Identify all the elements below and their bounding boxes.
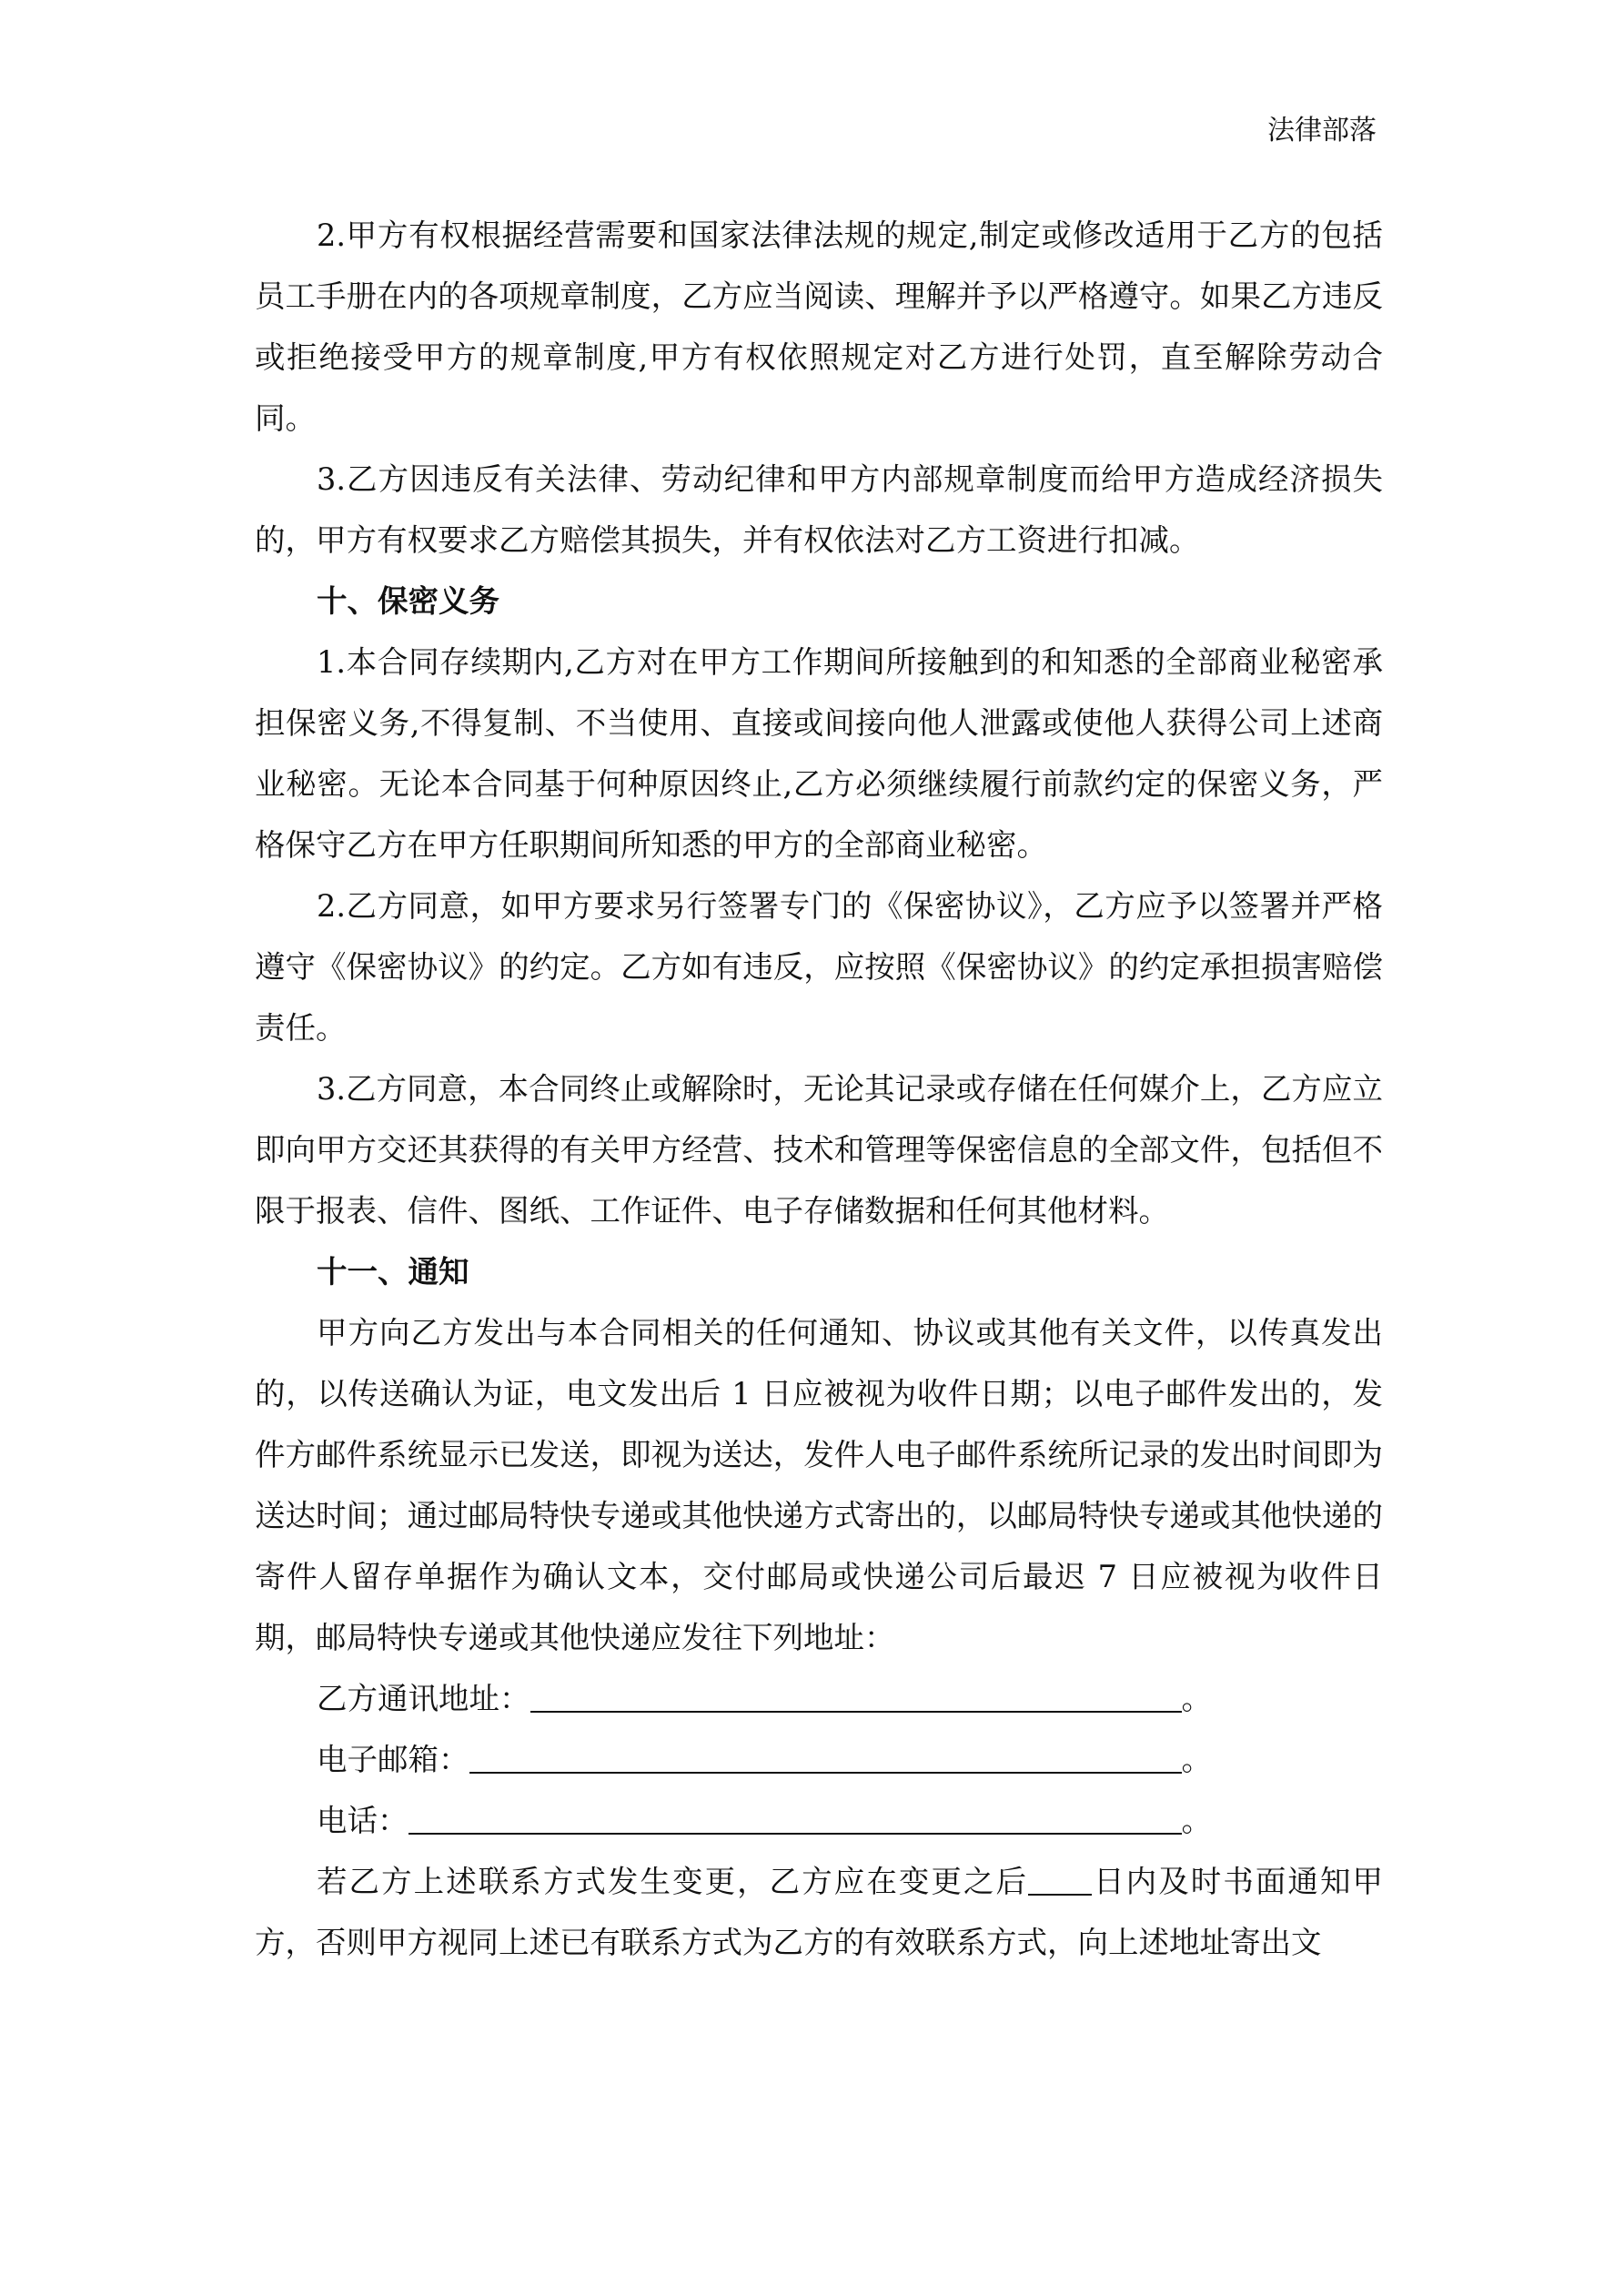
page-header-label: 法律部落 <box>1267 115 1377 147</box>
clause-9-2: 2.甲方有权根据经营需要和国家法律法规的规定,制定或修改适用于乙方的包括员工手册在内的各项规章制度，乙方应当阅读、理解并予以严格遵守。如果乙方违反或拒绝接受甲方的规章制度,甲方有权依照规定对乙方进行处罚，直至解除劳动合同。 <box>255 217 1383 436</box>
address-field-row <box>255 1668 1383 1729</box>
clause-10-3: 3.乙方同意，本合同终止或解除时，无论其记录或存储在任何媒介上，乙方应立即向甲方交还其获得的有关甲方经营、技术和管理等保密信息的全部文件，包括但不限于报表、信件、图纸、工作证件、电子存储数据和任何其他材料。 <box>255 1071 1383 1229</box>
clause-9-3: 3.乙方因违反有关法律、劳动纪律和甲方内部规章制度而给甲方造成经济损失的，甲方有权要求乙方赔偿其损失，并有权依法对乙方工资进行扣减。 <box>255 461 1383 558</box>
phone-field-end: 。 <box>1181 1803 1212 1838</box>
address-field-end: 。 <box>1181 1681 1212 1716</box>
email-field-label: 电子邮箱： <box>317 1742 469 1777</box>
clause-11-2-rest: 日内及时书面通知甲方，否则甲方视同上述已有联系方式为乙方的有效联系方式，向上述地址寄出文 <box>255 1864 1384 1960</box>
phone-blank-line <box>409 1798 1182 1835</box>
clause-10-2: 2.乙方同意，如甲方要求另行签署专门的《保密协议》，乙方应予以签署并严格遵守《保密协议》的约定。乙方如有违反，应按照《保密协议》的约定承担损害赔偿责任。 <box>255 888 1383 1046</box>
clause-11-2 <box>255 1851 1383 1973</box>
document-body <box>255 205 1383 1973</box>
clause-10-1: 1.本合同存续期内,乙方对在甲方工作期间所接触到的和知悉的全部商业秘密承担保密义务,不得复制、不当使用、直接或间接向他人泄露或使他人获得公司上述商业秘密。无论本合同基于何种原因终止,乙方必须继续履行前款约定的保密义务，严格保守乙方在甲方任职期间所知悉的甲方的全部商业秘密。 <box>255 644 1383 863</box>
email-blank-line <box>469 1737 1182 1774</box>
section-10-heading: 十、保密义务 <box>317 583 499 619</box>
email-field-end: 。 <box>1181 1742 1212 1777</box>
address-blank-line <box>530 1676 1182 1713</box>
email-field-row <box>255 1729 1383 1790</box>
clause-11-1: 甲方向乙方发出与本合同相关的任何通知、协议或其他有关文件，以传真发出的，以传送确认为证，电文发出后 1 日应被视为收件日期；以电子邮件发出的，发件方邮件系统显示已发送，即视为送达，发件人电子邮件系统所记录的发出时间即为送达时间；通过邮局特快专递或其他快递方式寄出的，以邮局特快专递或其他快递的寄件人留存单据作为确认文本，交付邮局或快递公司后最迟 7 日应被视为收件日期，邮局特快专递或其他快递应发往下列地址： <box>255 1315 1383 1655</box>
phone-field-label: 电话： <box>317 1803 409 1838</box>
address-field-label: 乙方通讯地址： <box>317 1681 530 1716</box>
phone-field-row <box>255 1790 1383 1851</box>
days-blank-line <box>1028 1859 1092 1896</box>
section-11-heading: 十一、通知 <box>317 1254 469 1290</box>
clause-11-2-start: 若乙方上述联系方式发生变更，乙方应在变更之后 <box>317 1864 1029 1899</box>
